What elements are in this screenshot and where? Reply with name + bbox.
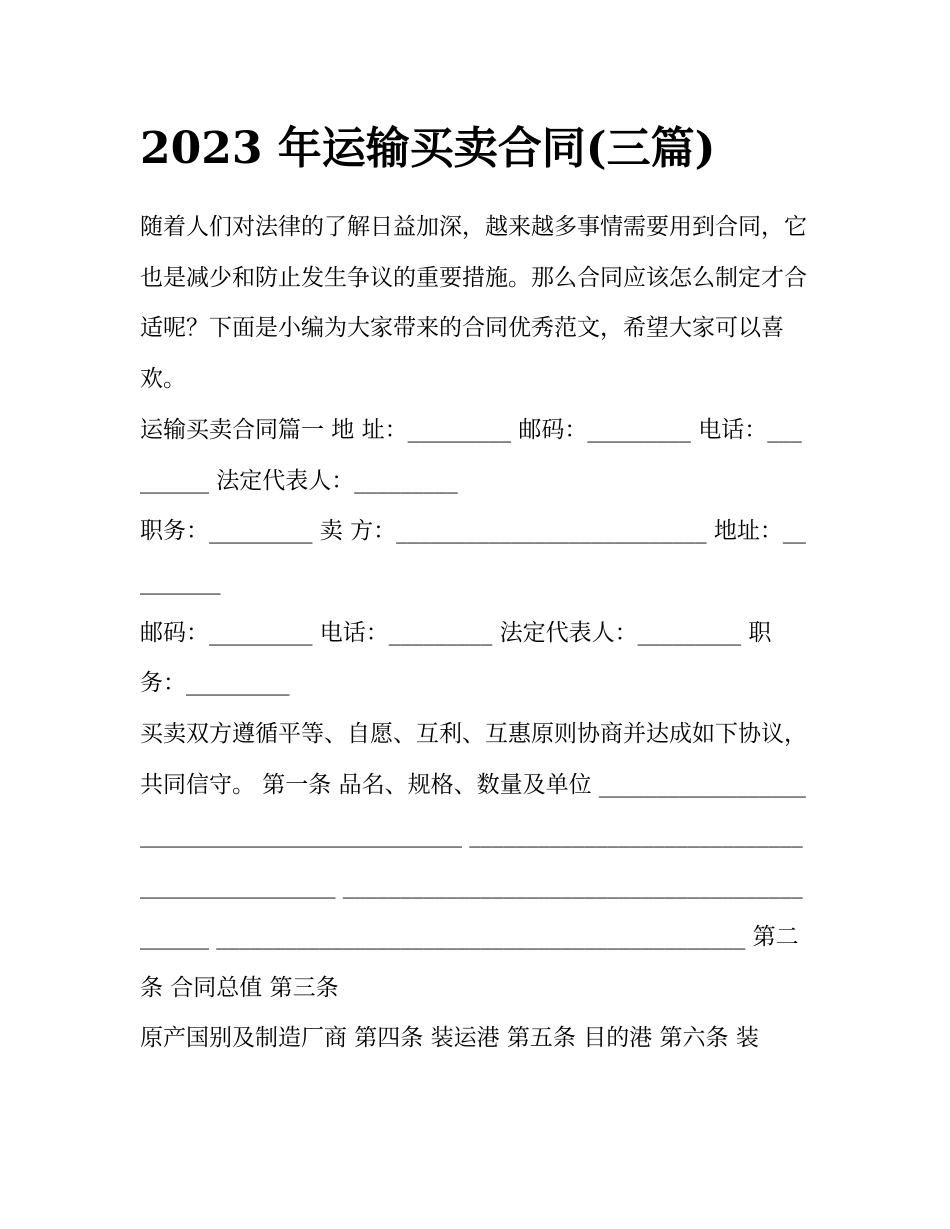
clause-list-paragraph: 原产国别及制造厂商 第四条 装运港 第五条 目的港 第六条 装 [140,1025,759,1052]
document-title: 2023 年运输买卖合同(三篇) [140,123,716,174]
agreement-clause-paragraph: 买卖双方遵循平等、自愿、互利、互惠原则协商并达成如下协议，共同信守。 第一条 品名、规格、数量及单位 ______________________________________________ ______________________________________________ ______________________________________________ ______________________________________________ 第二条 合同总值 第三条 [140,721,807,1001]
seller-info-paragraph: 职务：_________ 卖 方：___________________________ 地址：_________ [140,518,806,595]
intro-paragraph: 随着人们对法律的了解日益加深，越来越多事情需要用到合同，它也是减少和防止发生争议的重要措施。那么合同应该怎么制定才合适呢？下面是小编为大家带来的合同优秀范文，希望大家可以喜欢。 [140,214,807,393]
seller-contact-paragraph: 邮码：_________ 电话：_________ 法定代表人：_________ 职务：_________ [140,619,772,697]
buyer-info-paragraph: 运输买卖合同篇一 地 址：_________ 邮码：_________ 电话：_________ 法定代表人：_________ [140,416,802,494]
